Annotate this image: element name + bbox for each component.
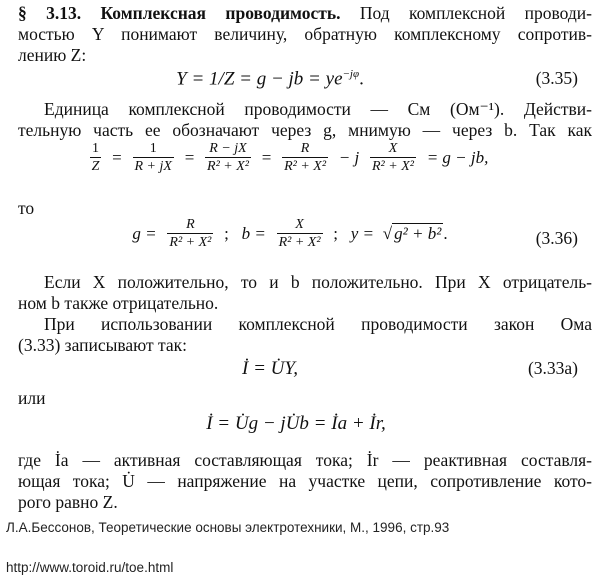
sqrt-argument: g² + b² [394, 223, 442, 243]
y-lhs: y = [350, 223, 375, 243]
ili-word: или [18, 388, 46, 408]
equation-number-3-36: (3.36) [535, 228, 578, 248]
paragraph2-line2: тельную часть ее обозначают через g, мнимую — через b. Так как [18, 120, 592, 140]
eq335-exponent: −jφ [342, 68, 360, 80]
paragraph3-line2: ном b также отрицательно. [18, 293, 219, 313]
paragraph1-line3: лению Z: [18, 45, 87, 65]
equation-3-33a [0, 358, 600, 382]
equation-number-3-33a: (3.33a) [527, 358, 578, 378]
eq335-end: . [359, 68, 364, 90]
g-lhs: g = [132, 223, 157, 243]
fraction-r-minus-jx: $\frac{R - jX}{\text{R² + X²}}$ [207, 141, 249, 174]
fraction-x-over-denominator: $\frac{X}{\text{R² + X²}}$ [372, 141, 414, 174]
section-heading: § 3.13. Комплексная проводимость. [18, 3, 341, 23]
fraction-g: $\frac{R}{\text{R² + X²}}$ [169, 217, 212, 250]
paragraph1-line1-rest: Под комплексной проводи- [359, 3, 592, 23]
eq-long-tail: = g − jb, [426, 147, 489, 167]
fraction-r-over-denominator: $\frac{R}{\text{R² + X²}}$ [284, 141, 327, 174]
paragraph5-line3: рого равно Z. [18, 492, 118, 512]
equation-number-3-35: (3.35) [535, 68, 578, 88]
b-lhs: b = [241, 223, 266, 243]
separator-2: ; [333, 223, 339, 243]
separator-1: ; [224, 223, 229, 243]
citation-text: Л.А.Бессонов, Теоретические основы электротехники, М., 1996, стр.93 [6, 520, 450, 535]
to-word: то [18, 198, 35, 218]
sqrt-expression: √ g² + b² . [382, 223, 448, 243]
paragraph5-line2: ющая тока; U̇ — напряжение на участке цепи, сопротивление кото- [18, 471, 592, 491]
eq333a-formula: İ = U̇Y, [242, 358, 298, 379]
equation-admittance-expansion: $\frac{1}{Z}$ = $\frac{1}{R + jX}$ = $\frac{R - jX}{\text{R² + X²}}$ = $\frac{R}{\text{R² + X²}}$ − j $\frac{X}{\text{R² + X²}}$ = g − jb, [91, 141, 489, 174]
source-url: http://www.toroid.ru/toe.html [6, 560, 174, 575]
fraction-1-over-z: $\frac{1}{Z}$ [91, 141, 100, 174]
paragraph2-line1: Единица комплексной проводимости — См (Ом⁻¹). Действи- [44, 99, 592, 119]
eq-sum-formula: İ = U̇g − jU̇b = İa + İr, [206, 413, 386, 434]
eq335-formula: Y = 1/Z = g − jb = ye [176, 68, 343, 90]
paragraph5-line1: где İa — активная составляющая тока; İr — реактивная составля- [18, 450, 592, 470]
equation-3-36 [0, 216, 600, 260]
paragraph3-line1: Если X положительно, то и b положительно. При X отрицатель- [44, 272, 592, 292]
paragraph1-line1 [18, 3, 592, 23]
fraction-b: $\frac{X}{\text{R² + X²}}$ [278, 217, 321, 250]
equation-3-35 [0, 68, 600, 92]
paragraph1-line2: мостью Y понимают величину, обратную комплексному сопротив- [18, 24, 592, 44]
equation-current-sum [0, 413, 600, 439]
fraction-1-over-r-jx: $\frac{1}{R + jX}$ [134, 141, 172, 174]
minus-j-term: − j [338, 147, 360, 167]
paragraph4-line2: (3.33) записывают так: [18, 335, 188, 355]
paragraph4-line1: При использовании комплексной проводимости закон Ома [44, 314, 592, 334]
